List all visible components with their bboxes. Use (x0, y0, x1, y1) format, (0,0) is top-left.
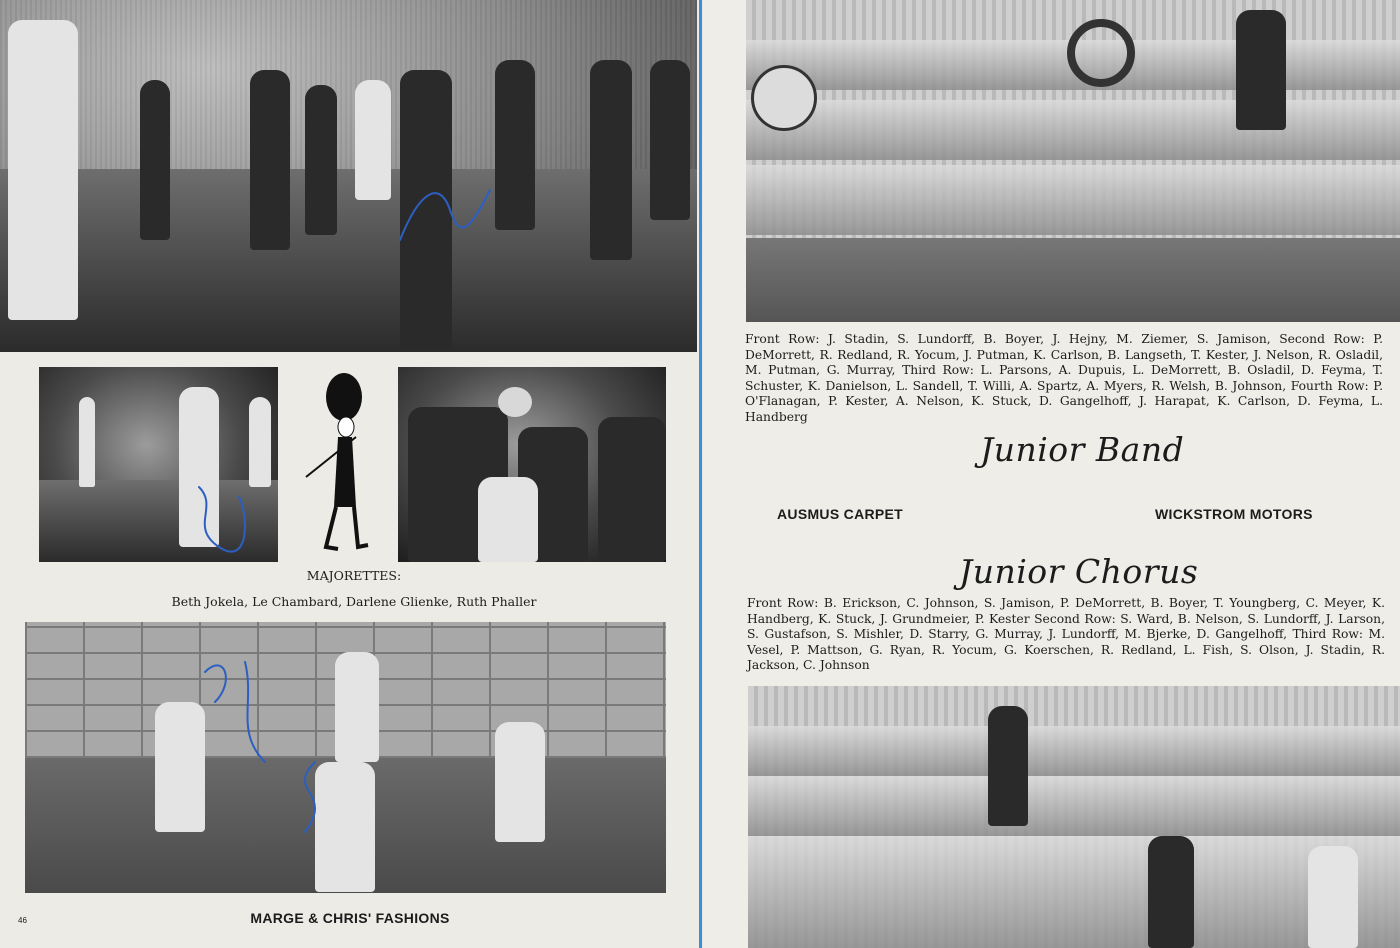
trumpet-players-photo (398, 367, 666, 562)
handwritten-signature (185, 642, 345, 862)
junior-band-caption: Front Row: J. Stadin, S. Lundorff, B. Boyer, J. Hejny, M. Ziemer, S. Jamison, Second Row: P. DeMorrett, R. Redland, R. Yocum, J. Putman, K. Carlson, B. Langseth, T. Kester, J. Nelson, R. Osladil, M. Putman, G. Murray, Third Row: L. Parsons, A. Dupuis, L. DeMorrett, B. Osladil, D. Feyma, T. Schuster, K. Danielson, L. Sandell, T. Willi, A. Spartz, A. Myers, R. Welsh, B. Johnson, Fourth Row: P. O'Flanagan, P. Kester, A. Nelson, K. Stuck, D. Gangelhoff, J. Harapat, K. Carlson, D. Feyma, L. Handberg (745, 332, 1383, 424)
right-page (703, 0, 1400, 948)
junior-chorus-caption: Front Row: B. Erickson, C. Johnson, S. Jamison, P. DeMorrett, B. Boyer, T. Youngberg, C. Meyer, K. Handberg, K. Stuck, J. Grundmeier, P. Kester Second Row: S. Ward, B. Nelson, S. Lundorff, J. Larson, S. Gustafson, S. Mishler, D. Starry, G. Murray, J. Lundorff, M. Bjerke, D. Gangelhoff, Third Row: M. Vesel, P. Mattson, G. Ryan, R. Yocum, G. Koerschen, R. Redland, L. Fish, S. Olson, J. Stadin, R. Jackson, C. Johnson (747, 596, 1385, 673)
majorettes-caption-names: Beth Jokela, Le Chambard, Darlene Glienke, Ruth Phaller (171, 594, 537, 609)
sponsor-marge-chris-fashions: MARGE & CHRIS' FASHIONS (250, 910, 450, 926)
majorettes-caption-title: MAJORETTES: (306, 568, 402, 583)
junior-band-photo (746, 0, 1400, 322)
cartoon-drum-major-illustration (296, 367, 386, 557)
junior-band-title: Junior Band (980, 430, 1185, 469)
page-gutter (699, 0, 702, 948)
sponsor-ausmus-carpet: AUSMUS CARPET (777, 506, 904, 522)
majorettes-pose-photo (25, 622, 666, 893)
majorettes-field-photo (39, 367, 278, 562)
page-number: 46 (18, 916, 27, 925)
marching-band-photo (0, 0, 697, 352)
junior-chorus-photo (748, 686, 1400, 948)
junior-chorus-title: Junior Chorus (959, 552, 1199, 591)
handwritten-signature (179, 477, 259, 557)
handwritten-signature (390, 170, 500, 260)
sponsor-wickstrom-motors: WICKSTROM MOTORS (1155, 506, 1313, 522)
